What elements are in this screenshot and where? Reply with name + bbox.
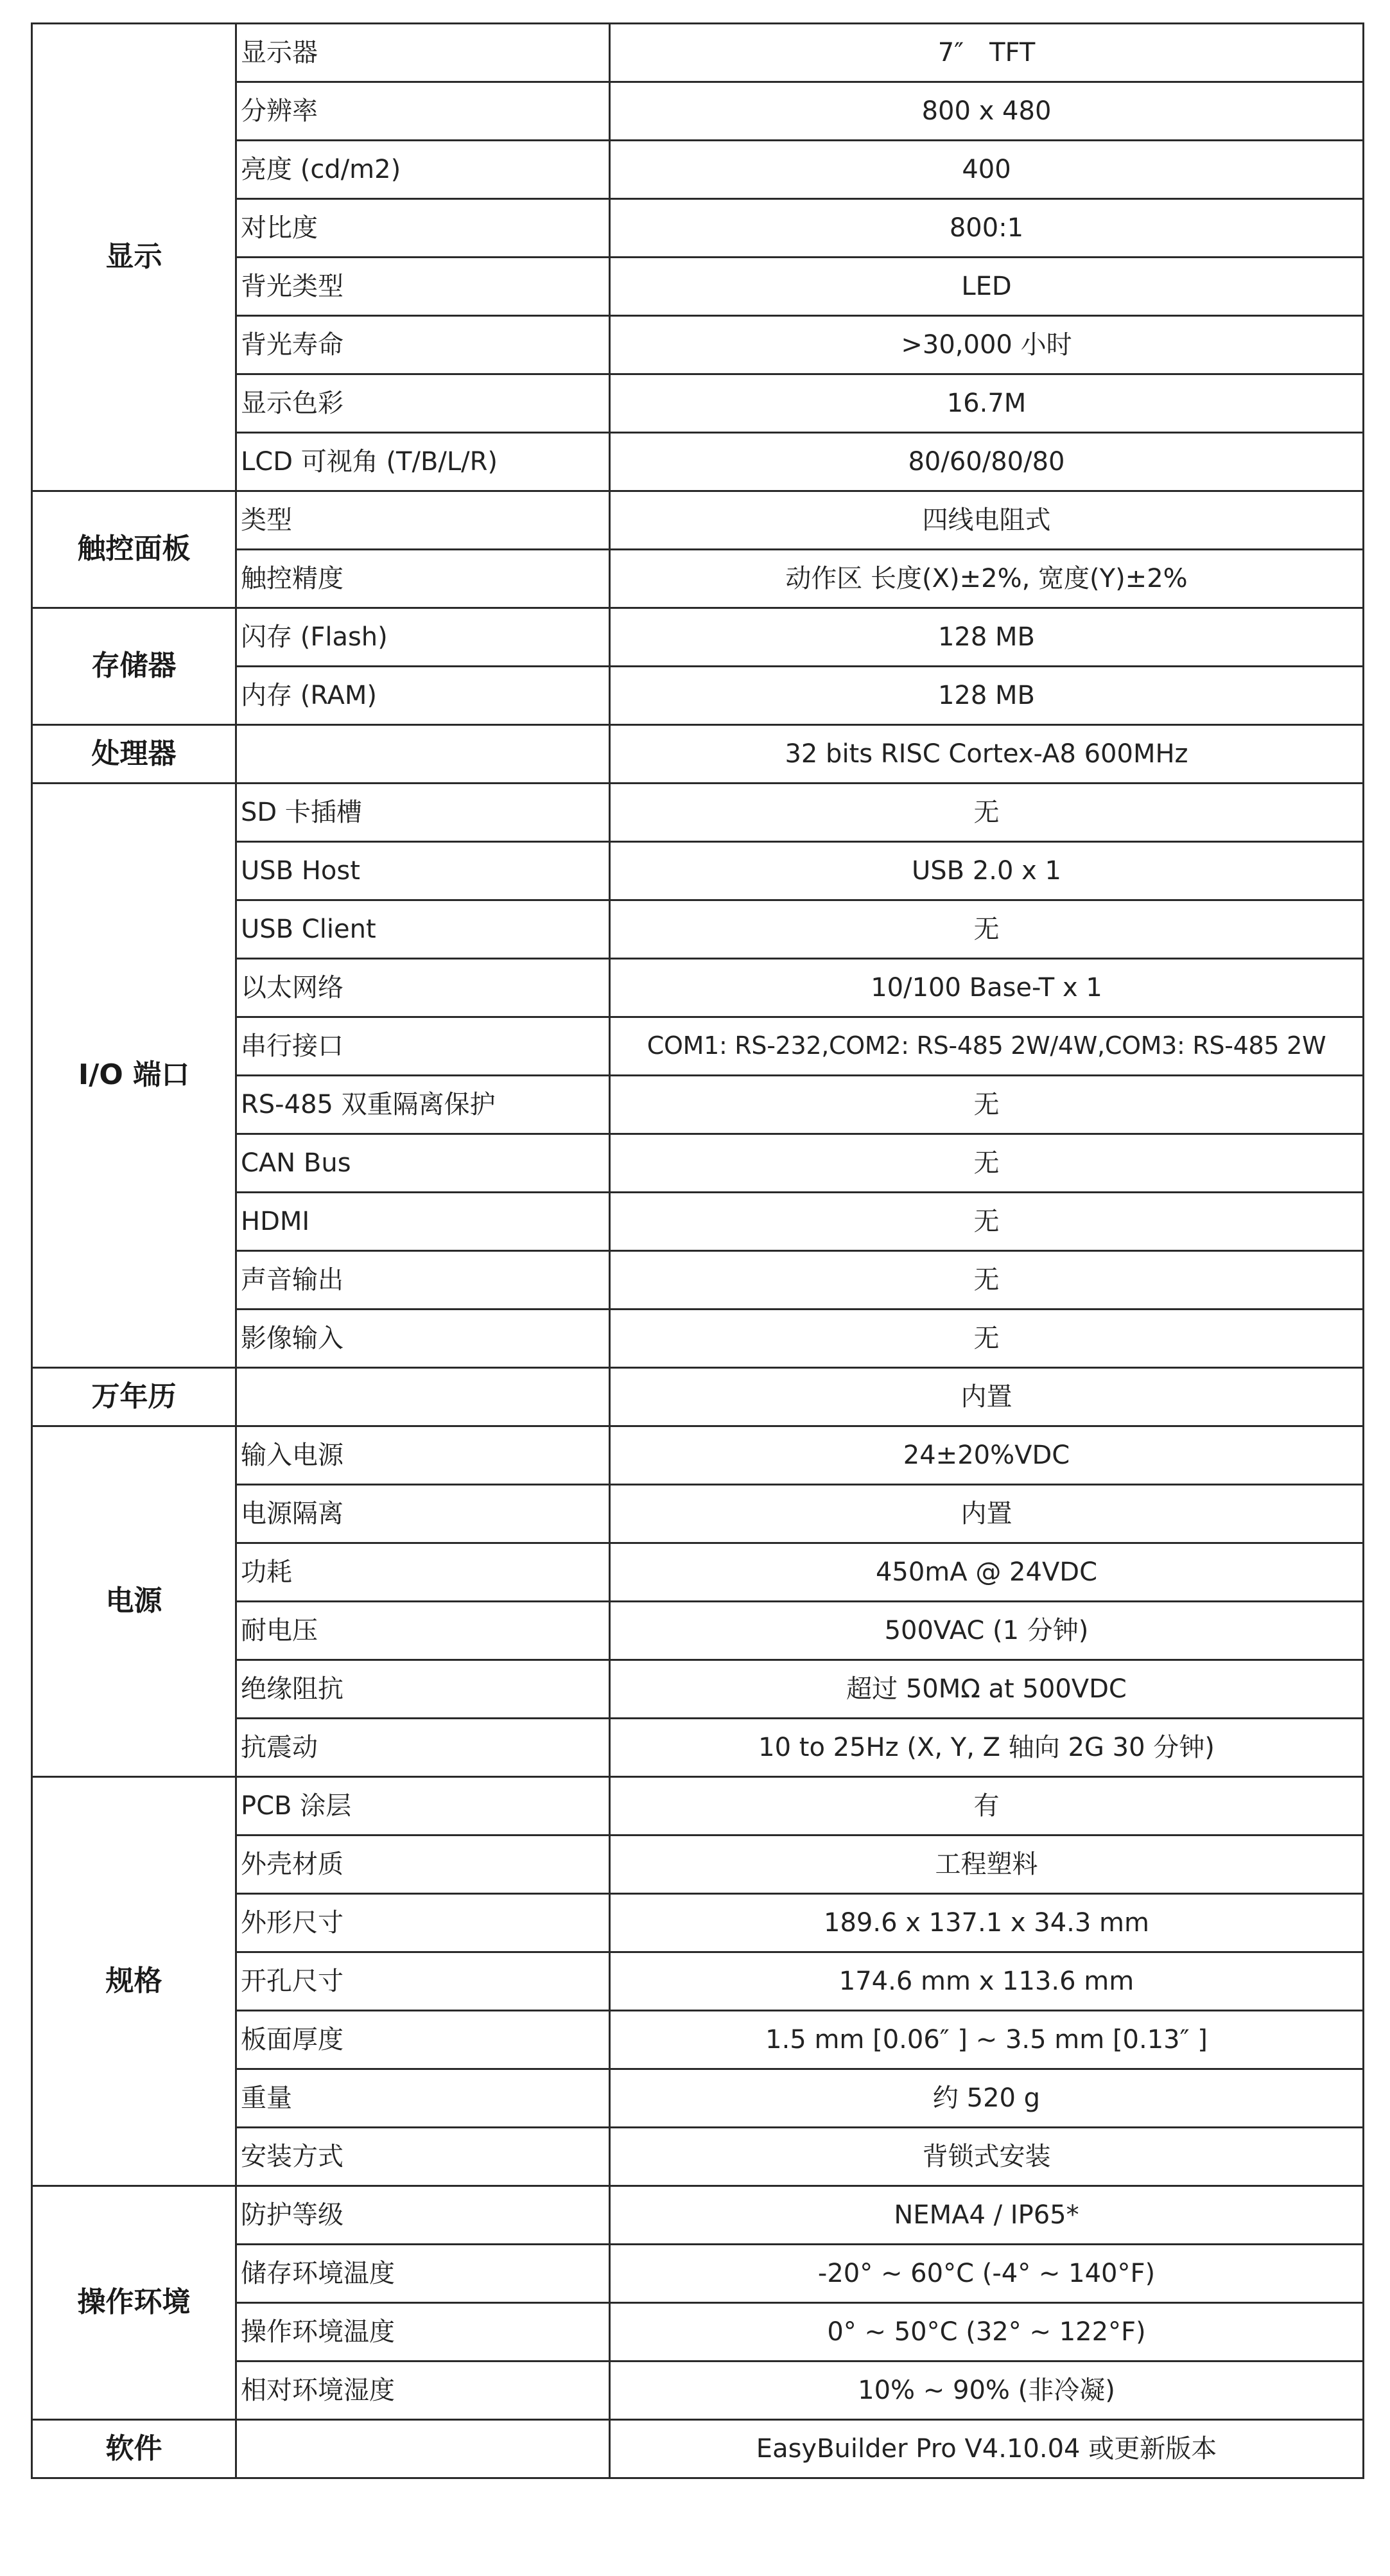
table-row xyxy=(32,784,1364,842)
item-cell: 防护等级 xyxy=(236,2186,610,2245)
value-cell: 无 xyxy=(610,1193,1364,1251)
table-row xyxy=(32,608,1364,667)
category-cell: I/O 端口 xyxy=(32,784,236,1368)
value-cell: 800:1 xyxy=(610,199,1364,258)
value-cell: 约 520 g xyxy=(610,2069,1364,2128)
item-cell: 功耗 xyxy=(236,1543,610,1602)
value-cell: 工程塑料 xyxy=(610,1836,1364,1894)
item-cell: 内存 (RAM) xyxy=(236,667,610,725)
value-cell: 400 xyxy=(610,141,1364,199)
category-cell: 显示 xyxy=(32,24,236,491)
value-cell: 10% ~ 90% (非冷凝) xyxy=(610,2361,1364,2420)
item-cell: 对比度 xyxy=(236,199,610,258)
item-cell: 开孔尺寸 xyxy=(236,1952,610,2011)
value-cell: 动作区 长度(X)±2%, 宽度(Y)±2% xyxy=(610,550,1364,608)
value-cell: 0° ~ 50°C (32° ~ 122°F) xyxy=(610,2303,1364,2361)
value-cell: USB 2.0 x 1 xyxy=(610,842,1364,900)
value-cell: EasyBuilder Pro V4.10.04 或更新版本 xyxy=(610,2420,1364,2478)
value-cell: 10/100 Base-T x 1 xyxy=(610,959,1364,1017)
item-cell xyxy=(236,725,610,784)
spec-table-body xyxy=(32,24,1364,2478)
item-cell: HDMI xyxy=(236,1193,610,1251)
value-cell: 174.6 mm x 113.6 mm xyxy=(610,1952,1364,2011)
item-cell: 外形尺寸 xyxy=(236,1894,610,1952)
value-cell: 无 xyxy=(610,1310,1364,1368)
item-cell: USB Host xyxy=(236,842,610,900)
item-cell: 绝缘阻抗 xyxy=(236,1660,610,1719)
item-cell: 电源隔离 xyxy=(236,1485,610,1543)
value-cell: 10 to 25Hz (X, Y, Z 轴向 2G 30 分钟) xyxy=(610,1719,1364,1777)
item-cell: 安装方式 xyxy=(236,2128,610,2186)
item-cell: 影像输入 xyxy=(236,1310,610,1368)
category-cell: 万年历 xyxy=(32,1368,236,1426)
value-cell: NEMA4 / IP65* xyxy=(610,2186,1364,2245)
value-cell: 24±20%VDC xyxy=(610,1426,1364,1485)
item-cell: 背光类型 xyxy=(236,258,610,316)
value-cell: 16.7M xyxy=(610,374,1364,433)
category-cell: 操作环境 xyxy=(32,2186,236,2420)
value-cell: 500VAC (1 分钟) xyxy=(610,1602,1364,1660)
item-cell: 亮度 (cd/m2) xyxy=(236,141,610,199)
table-row xyxy=(32,725,1364,784)
item-cell: 外壳材质 xyxy=(236,1836,610,1894)
table-row xyxy=(32,1426,1364,1485)
value-cell: 无 xyxy=(610,1076,1364,1134)
value-cell: 80/60/80/80 xyxy=(610,433,1364,491)
value-cell: >30,000 小时 xyxy=(610,316,1364,374)
item-cell: 耐电压 xyxy=(236,1602,610,1660)
item-cell: 显示器 xyxy=(236,24,610,82)
value-cell: 128 MB xyxy=(610,608,1364,667)
value-cell: 无 xyxy=(610,1251,1364,1310)
item-cell: 分辨率 xyxy=(236,82,610,141)
table-row xyxy=(32,491,1364,550)
value-cell: 189.6 x 137.1 x 34.3 mm xyxy=(610,1894,1364,1952)
table-row xyxy=(32,2420,1364,2478)
category-cell: 触控面板 xyxy=(32,491,236,608)
item-cell: 串行接口 xyxy=(236,1017,610,1076)
value-cell: 800 x 480 xyxy=(610,82,1364,141)
item-cell: RS-485 双重隔离保护 xyxy=(236,1076,610,1134)
table-row xyxy=(32,2186,1364,2245)
category-cell: 软件 xyxy=(32,2420,236,2478)
item-cell: 相对环境湿度 xyxy=(236,2361,610,2420)
value-cell: 1.5 mm [0.06″ ] ~ 3.5 mm [0.13″ ] xyxy=(610,2011,1364,2069)
value-cell: -20° ~ 60°C (-4° ~ 140°F) xyxy=(610,2245,1364,2303)
item-cell: 储存环境温度 xyxy=(236,2245,610,2303)
item-cell: PCB 涂层 xyxy=(236,1777,610,1836)
item-cell xyxy=(236,2420,610,2478)
item-cell: 显示色彩 xyxy=(236,374,610,433)
item-cell: 背光寿命 xyxy=(236,316,610,374)
item-cell: 板面厚度 xyxy=(236,2011,610,2069)
value-cell: 无 xyxy=(610,1134,1364,1193)
value-cell: 128 MB xyxy=(610,667,1364,725)
category-cell: 规格 xyxy=(32,1777,236,2186)
item-cell: SD 卡插槽 xyxy=(236,784,610,842)
item-cell: 闪存 (Flash) xyxy=(236,608,610,667)
item-cell: 重量 xyxy=(236,2069,610,2128)
category-cell: 电源 xyxy=(32,1426,236,1777)
value-cell: 背锁式安装 xyxy=(610,2128,1364,2186)
value-cell: 7″ TFT xyxy=(610,24,1364,82)
value-cell: 有 xyxy=(610,1777,1364,1836)
value-cell: 超过 50MΩ at 500VDC xyxy=(610,1660,1364,1719)
item-cell: 输入电源 xyxy=(236,1426,610,1485)
value-cell: 内置 xyxy=(610,1485,1364,1543)
value-cell: 无 xyxy=(610,784,1364,842)
item-cell: 触控精度 xyxy=(236,550,610,608)
category-cell: 存储器 xyxy=(32,608,236,725)
category-cell: 处理器 xyxy=(32,725,236,784)
item-cell: CAN Bus xyxy=(236,1134,610,1193)
value-cell: 四线电阻式 xyxy=(610,491,1364,550)
item-cell: 声音输出 xyxy=(236,1251,610,1310)
item-cell xyxy=(236,1368,610,1426)
value-cell: 无 xyxy=(610,900,1364,959)
item-cell: 类型 xyxy=(236,491,610,550)
table-row xyxy=(32,24,1364,82)
item-cell: USB Client xyxy=(236,900,610,959)
value-cell: 内置 xyxy=(610,1368,1364,1426)
value-cell: 450mA @ 24VDC xyxy=(610,1543,1364,1602)
item-cell: 抗震动 xyxy=(236,1719,610,1777)
value-cell: 32 bits RISC Cortex-A8 600MHz xyxy=(610,725,1364,784)
table-row xyxy=(32,1368,1364,1426)
item-cell: 操作环境温度 xyxy=(236,2303,610,2361)
spec-table xyxy=(31,22,1364,2479)
value-cell: COM1: RS-232,COM2: RS-485 2W/4W,COM3: RS-485 2W xyxy=(610,1017,1364,1076)
table-row xyxy=(32,1777,1364,1836)
item-cell: LCD 可视角 (T/B/L/R) xyxy=(236,433,610,491)
value-cell: LED xyxy=(610,258,1364,316)
item-cell: 以太网络 xyxy=(236,959,610,1017)
